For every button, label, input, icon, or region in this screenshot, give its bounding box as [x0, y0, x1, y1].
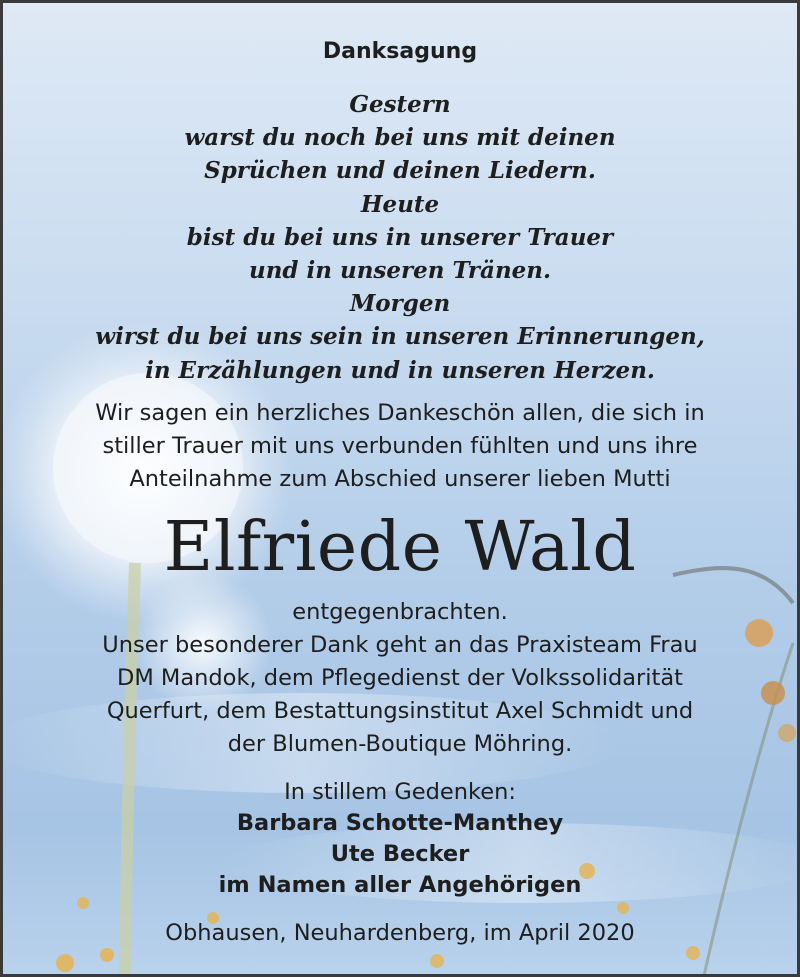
mourner-name: im Namen aller Angehörigen	[218, 872, 582, 898]
thanks-line: Wir sagen ein herzliches Dankeschön allen, die sich in	[95, 400, 705, 426]
poem-line: und in unseren Tränen.	[248, 257, 552, 285]
special-thanks-line: Querfurt, dem Bestattungsinstitut Axel Schmidt und	[106, 698, 694, 724]
poem-line: Heute	[360, 190, 440, 218]
special-thanks-line: der Blumen-Boutique Möhring.	[227, 731, 573, 757]
poem	[3, 88, 797, 387]
poem-line: wirst du bei uns sein in unseren Erinnerungen,	[95, 323, 705, 351]
poem-line: Morgen	[349, 290, 451, 318]
poem-line: Gestern	[349, 91, 451, 118]
special-thanks-paragraph	[3, 596, 797, 761]
notice-title: Danksagung	[322, 39, 478, 64]
mourner-name: Barbara Schotte-Manthey	[236, 810, 564, 836]
place-and-date: Obhausen, Neuhardenberg, im April 2020	[165, 920, 635, 946]
poem-line: Sprüchen und deinen Liedern.	[204, 157, 596, 185]
thanks-line: stiller Trauer mit uns verbunden fühlten und uns ihre	[102, 433, 698, 459]
special-thanks-line: Unser besonderer Dank geht an das Praxisteam Frau	[102, 632, 698, 658]
special-thanks-line: entgegenbrachten.	[292, 599, 508, 625]
deceased-name: Elfriede Wald	[163, 508, 637, 587]
mourner-name: Ute Becker	[330, 841, 470, 867]
thanks-paragraph	[3, 397, 797, 496]
poem-line: in Erzählungen und in unseren Herzen.	[145, 356, 655, 384]
remembrance-block	[3, 777, 797, 901]
thanks-line: Anteilnahme zum Abschied unserer lieben Mutti	[129, 466, 671, 492]
poem-line: warst du noch bei uns mit deinen	[184, 124, 616, 152]
special-thanks-line: DM Mandok, dem Pflegedienst der Volkssolidarität	[117, 665, 683, 691]
remembrance-label: In stillem Gedenken:	[284, 779, 516, 805]
poem-line: bist du bei uns in unserer Trauer	[186, 223, 614, 251]
